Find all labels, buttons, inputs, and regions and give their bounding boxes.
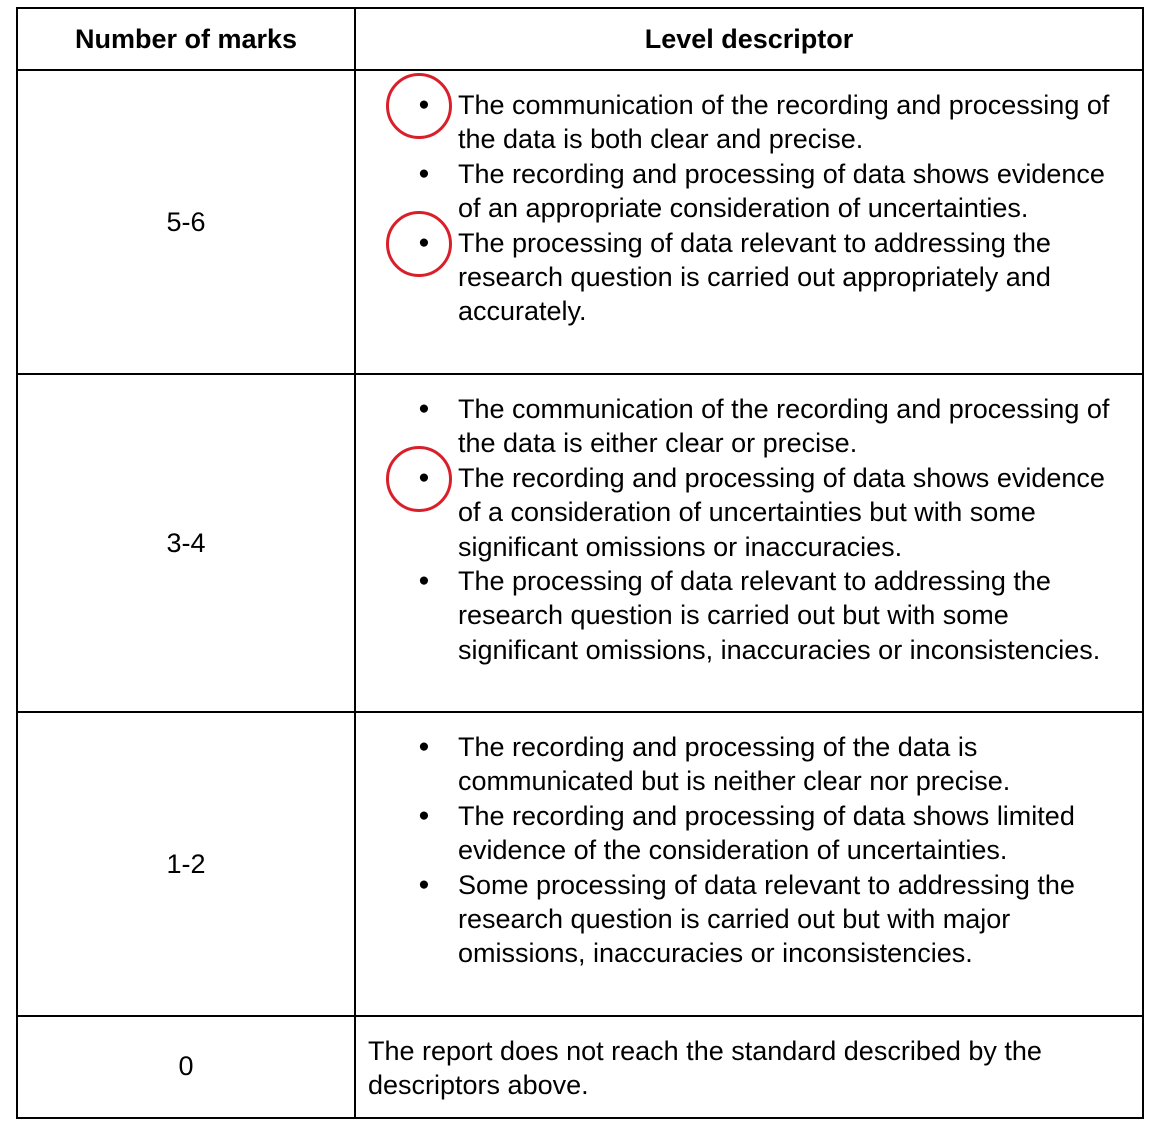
list-item (356, 88, 1132, 157)
bullet-icon (414, 157, 434, 191)
descriptor-text: The recording and processing of data shows evidence of an appropriate consideration of uncertainties. (458, 158, 1105, 224)
table-row (17, 1016, 1143, 1118)
bullet-icon (414, 868, 434, 902)
list-item (356, 461, 1132, 564)
bullet-icon (414, 564, 434, 598)
bullet-icon (414, 88, 434, 122)
list-item (356, 730, 1132, 799)
list-item (356, 868, 1132, 971)
header-marks: Number of marks (17, 8, 355, 70)
list-item (356, 226, 1132, 329)
bullet-icon (414, 799, 434, 833)
descriptor-text: Some processing of data relevant to addressing the research question is carried out but with major omissions, inaccuracies or inconsistencies. (458, 869, 1075, 969)
descriptor-list (356, 375, 1142, 679)
descriptor-list (356, 713, 1142, 983)
marks-cell: 5-6 (17, 70, 355, 374)
list-item (356, 564, 1132, 667)
list-item (356, 392, 1132, 461)
descriptor-text: The communication of the recording and processing of the data is either clear or precise. (458, 394, 1110, 459)
list-item (356, 157, 1132, 226)
descriptor-text: The report does not reach the standard described by the descriptors above. (368, 1036, 1042, 1101)
marks-cell: 1-2 (17, 712, 355, 1016)
header-descriptor: Level descriptor (355, 8, 1143, 70)
table-row (17, 374, 1143, 712)
descriptor-cell (355, 712, 1143, 1016)
descriptor-cell (355, 70, 1143, 374)
descriptor-list (356, 71, 1142, 341)
marks-cell: 0 (17, 1016, 355, 1118)
descriptor-text: The processing of data relevant to addressing the research question is carried out appropriately and accurately. (458, 227, 1051, 327)
descriptor-text: The recording and processing of data shows limited evidence of the consideration of uncertainties. (458, 800, 1075, 866)
descriptor-text: The processing of data relevant to addressing the research question is carried out but with some significant omissions, inaccuracies or inconsistencies. (458, 566, 1101, 665)
descriptor-text: The recording and processing of data shows evidence of a consideration of uncertainties but with some significant omissions or inaccuracies. (458, 462, 1105, 562)
header-row (17, 8, 1143, 70)
bullet-icon (414, 461, 434, 495)
table-row (17, 70, 1143, 374)
bullet-icon (414, 226, 434, 260)
list-item (356, 799, 1132, 868)
descriptor-text: The communication of the recording and processing of the data is both clear and precise. (458, 90, 1110, 155)
descriptor-cell (355, 1016, 1143, 1118)
descriptor-text: The recording and processing of the data is communicated but is neither clear nor precise. (458, 732, 1011, 797)
descriptor-cell (355, 374, 1143, 712)
bullet-icon (414, 730, 434, 764)
bullet-icon (414, 392, 434, 426)
table-row (17, 712, 1143, 1016)
marks-cell: 3-4 (17, 374, 355, 712)
rubric-table (16, 7, 1144, 1119)
